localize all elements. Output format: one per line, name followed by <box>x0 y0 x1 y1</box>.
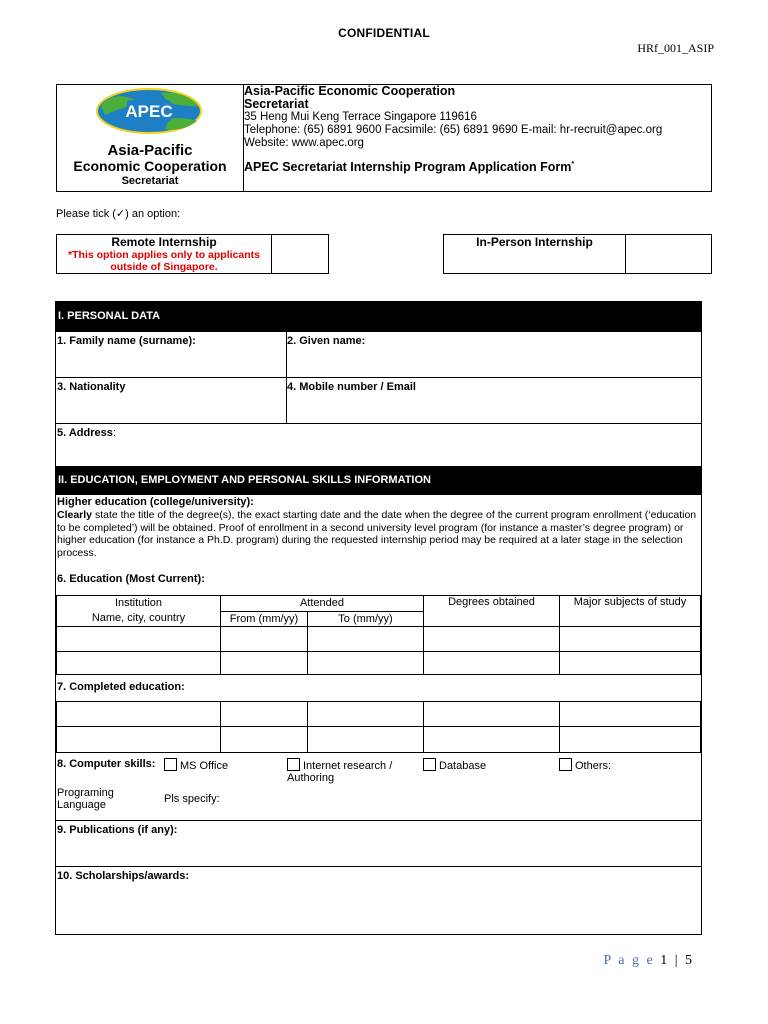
apec-logo <box>57 85 244 191</box>
letterhead-text <box>244 85 711 174</box>
remote-note-line1: *This option applies only to applicants <box>68 249 260 261</box>
mobile-email-label: 4. Mobile number / Email <box>287 381 416 393</box>
education-current-table <box>56 595 701 675</box>
inperson-internship-option <box>443 234 712 274</box>
remote-internship-option <box>56 234 329 274</box>
major-header: Major subjects of study <box>560 596 701 627</box>
institution-header: Institution Name, city, country <box>57 596 221 627</box>
checkbox[interactable] <box>287 758 300 771</box>
row-nationality <box>56 377 701 423</box>
checkbox[interactable] <box>164 758 177 771</box>
inperson-internship-tick-cell[interactable] <box>625 235 711 273</box>
table-cell[interactable] <box>57 627 221 652</box>
table-row <box>57 727 701 753</box>
scholarships-field[interactable] <box>56 883 701 934</box>
table-row <box>57 652 701 675</box>
from-header: From (mm/yy) <box>221 611 308 627</box>
completed-education-row <box>56 675 701 701</box>
to-header: To (mm/yy) <box>308 611 424 627</box>
form-title: APEC Secretariat Internship Program Application Form* <box>244 160 575 175</box>
table-cell[interactable] <box>560 627 701 652</box>
section-education: II. EDUCATION, EMPLOYMENT AND PERSONAL SKILLS INFORMATION <box>56 466 701 495</box>
org-website: Website: www.apec.org <box>244 137 364 149</box>
table-cell[interactable] <box>560 652 701 675</box>
tick-instruction: Please tick (✓) an option: <box>56 208 181 220</box>
mobile-email-field[interactable] <box>288 394 701 423</box>
table-cell[interactable] <box>560 702 701 727</box>
publications-row <box>56 820 701 866</box>
org-address: 35 Heng Mui Keng Terrace Singapore 119616 <box>244 111 477 123</box>
family-name-field[interactable] <box>56 348 285 377</box>
row-address <box>56 423 701 466</box>
completed-education-label: 7. Completed education: <box>57 681 185 693</box>
table-row <box>57 627 701 652</box>
skill-database[interactable]: Database <box>423 758 486 772</box>
degrees-header: Degrees obtained <box>424 596 560 627</box>
scholarships-label: 10. Scholarships/awards: <box>57 870 190 882</box>
address-label: 5. Address: <box>57 427 116 439</box>
remote-internship-tick-cell[interactable] <box>271 235 328 273</box>
table-cell[interactable] <box>424 652 560 675</box>
document-reference: HRf_001_ASIP <box>637 41 714 55</box>
table-cell[interactable] <box>424 627 560 652</box>
given-name-field[interactable] <box>288 348 701 377</box>
table-cell[interactable] <box>424 727 560 753</box>
remote-note-line2: outside of Singapore. <box>110 261 218 273</box>
computer-skills-row <box>56 753 701 820</box>
org-contact: Telephone: (65) 6891 9600 Facsimile: (65) 6891 9690 E-mail: hr-recruit@apec.org <box>244 124 663 136</box>
logo-line3: Secretariat <box>121 175 179 187</box>
table-cell[interactable] <box>221 627 308 652</box>
skill-others[interactable]: Others: <box>559 758 611 772</box>
table-cell[interactable] <box>57 652 221 675</box>
section-personal-data: I. PERSONAL DATA <box>56 302 701 331</box>
table-cell[interactable] <box>221 652 308 675</box>
skill-internet-research[interactable]: Internet research / Authoring <box>287 760 393 784</box>
table-cell[interactable] <box>308 627 424 652</box>
higher-education-block <box>56 495 701 603</box>
page-number: P a g e 1 | 5 <box>603 953 694 968</box>
table-cell[interactable] <box>308 727 424 753</box>
table-cell[interactable] <box>424 702 560 727</box>
table-cell[interactable] <box>221 702 308 727</box>
programming-language-label: Programing Language <box>57 787 114 811</box>
higher-ed-instructions: Clearly state the title of the degree(s), the exact starting date and the date when the degree of the current program enrollment (‘education to be completed’) will be obtained. Proof of enrollment in a second university level program (for instance a master’s degree program) or higher education (for instance a Ph.D. program) during the requested internship period may be required at a later stage in the selection process. <box>57 509 697 559</box>
org-name-line2: Secretariat <box>244 97 309 111</box>
pls-specify-label: Pls specify: <box>164 793 220 805</box>
logo-line2: Economic Cooperation <box>73 158 227 174</box>
table-cell[interactable] <box>560 727 701 753</box>
table-cell[interactable] <box>308 702 424 727</box>
confidential-label: CONFIDENTIAL <box>338 26 430 40</box>
checkbox[interactable] <box>559 758 572 771</box>
scholarships-row <box>56 866 701 934</box>
application-form <box>55 301 702 935</box>
given-name-label: 2. Given name: <box>287 335 366 347</box>
family-name-label: 1. Family name (surname): <box>57 335 196 347</box>
higher-ed-heading: Higher education (college/university): <box>57 496 254 508</box>
apec-badge-text: APEC <box>125 102 173 121</box>
nationality-field[interactable] <box>56 394 285 423</box>
inperson-internship-label: In-Person Internship <box>476 235 593 249</box>
table-cell[interactable] <box>221 727 308 753</box>
publications-label: 9. Publications (if any): <box>57 824 178 836</box>
computer-skills-label: 8. Computer skills: <box>57 758 156 770</box>
remote-internship-label: Remote Internship <box>111 235 217 249</box>
attended-header: Attended <box>221 596 424 612</box>
table-cell[interactable] <box>57 702 221 727</box>
publications-field[interactable] <box>56 837 701 866</box>
education-current-label: 6. Education (Most Current): <box>57 573 205 585</box>
logo-line1: Asia-Pacific <box>107 142 193 159</box>
nationality-label: 3. Nationality <box>57 381 126 393</box>
table-row <box>57 702 701 727</box>
row-names <box>56 331 701 377</box>
org-name-line1: Asia-Pacific Economic Cooperation <box>244 84 456 98</box>
skill-ms-office[interactable]: MS Office <box>164 758 228 772</box>
table-cell[interactable] <box>308 652 424 675</box>
completed-education-table <box>56 701 701 753</box>
checkbox[interactable] <box>423 758 436 771</box>
letterhead-box <box>56 84 712 192</box>
address-field[interactable] <box>56 440 701 466</box>
table-cell[interactable] <box>57 727 221 753</box>
